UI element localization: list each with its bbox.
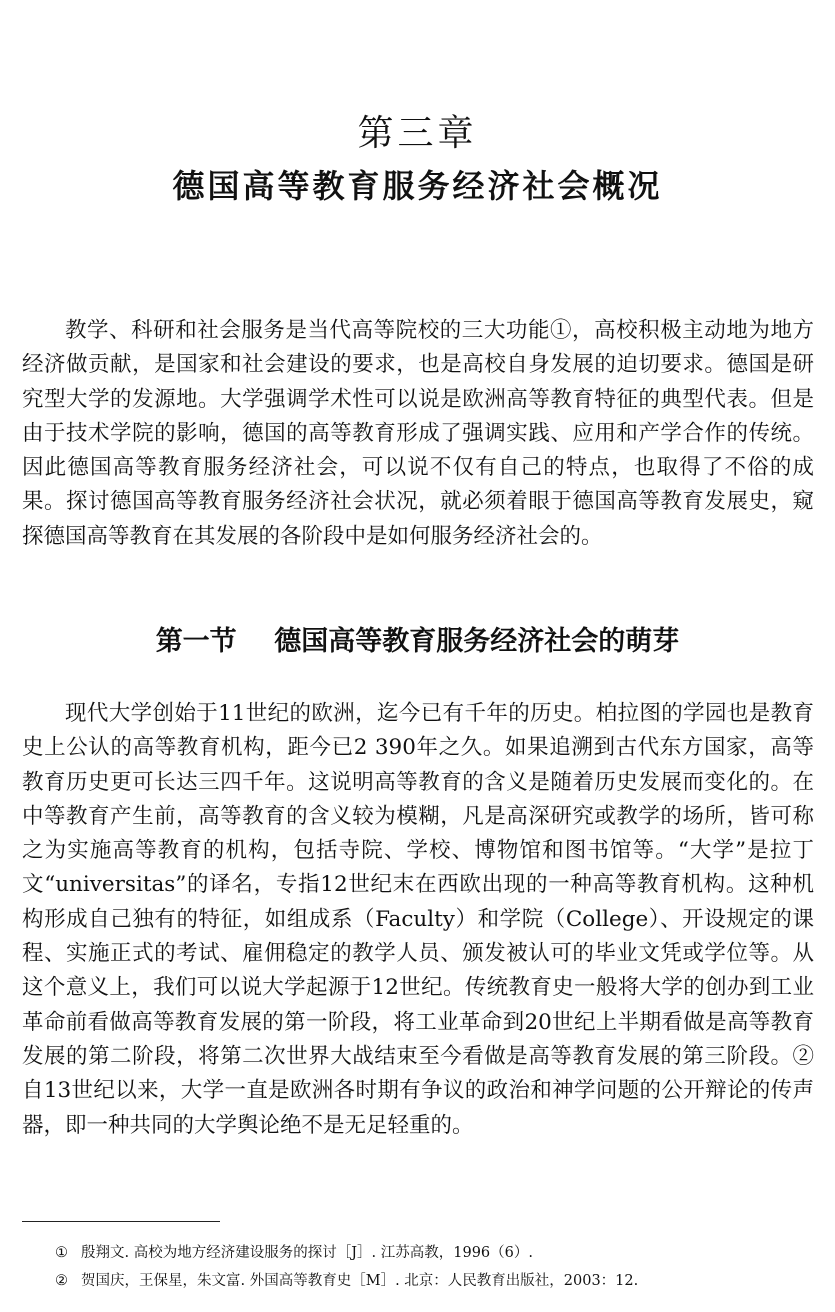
footnote-text: 贺国庆，王保星，朱文富. 外国高等教育史［M］. 北京：人民教育出版社，2003：12. [81, 1273, 639, 1289]
footnote-marker: ② [55, 1273, 68, 1289]
footnote-2 [55, 1270, 815, 1292]
footnote-marker: ① [55, 1245, 68, 1261]
footnote-divider [22, 1221, 220, 1222]
chapter-title: 德国高等教育服务经济社会概况 [172, 167, 663, 205]
footnote-1 [55, 1242, 815, 1264]
section-heading: 第一节 德国高等教育服务经济社会的萌芽 [155, 626, 680, 657]
section-paragraph: 现代大学创始于11世纪的欧洲，迄今已有千年的历史。柏拉图的学园也是教育史上公认的高等教育机构，距今已2 390年之久。如果追溯到古代东方国家，高等教育历史更可长达三四千年。这说明高等教育的含义是随着历史发展而变化的。在中等教育产生前，高等教育的含义较为模糊，凡是高深研究或教学的场所，皆可称之为实施高等教育的机构，包括寺院、学校、博物馆和图书馆等。“大学”是拉丁文“universitas”的译名，专指12世纪末在西欧出现的一种高等教育机构。这种机构形成自己独有的特征，如组成系（Faculty）和学院（College）、开设规定的课程、实施正式的考试、雇佣稳定的教学人员、颁发被认可的毕业文凭或学位等。从这个意义上，我们可以说大学起源于12世纪。传统教育史一般将大学的创办到工业革命前看做高等教育发展的第一阶段，将工业革命到20世纪上半期看做是高等教育发展的第二阶段，将第二次世界大战结束至今看做是高等教育发展的第三阶段。② 自13世纪以来，大学一直是欧洲各时期有争议的政治和神学问题的公开辩论的传声器，即一种共同的大学舆论绝不是无足轻重的。 [22, 701, 814, 1138]
chapter-number: 第三章 [357, 113, 478, 154]
footnote-text: 殷翔文. 高校为地方经济建设服务的探讨［J］. 江苏高教，1996（6）. [81, 1245, 533, 1261]
intro-paragraph: 教学、科研和社会服务是当代高等院校的三大功能①，高校积极主动地为地方经济做贡献，是国家和社会建设的要求，也是高校自身发展的迫切要求。德国是研究型大学的发源地。大学强调学术性可以说是欧洲高等教育特征的典型代表。但是由于技术学院的影响，德国的高等教育形成了强调实践、应用和产学合作的传统。因此德国高等教育服务经济社会，可以说不仅有自己的特点，也取得了不俗的成果。探讨德国高等教育服务经济社会状况，就必须着眼于德国高等教育发展史，窥探德国高等教育在其发展的各阶段中是如何服务经济社会的。 [22, 318, 814, 549]
